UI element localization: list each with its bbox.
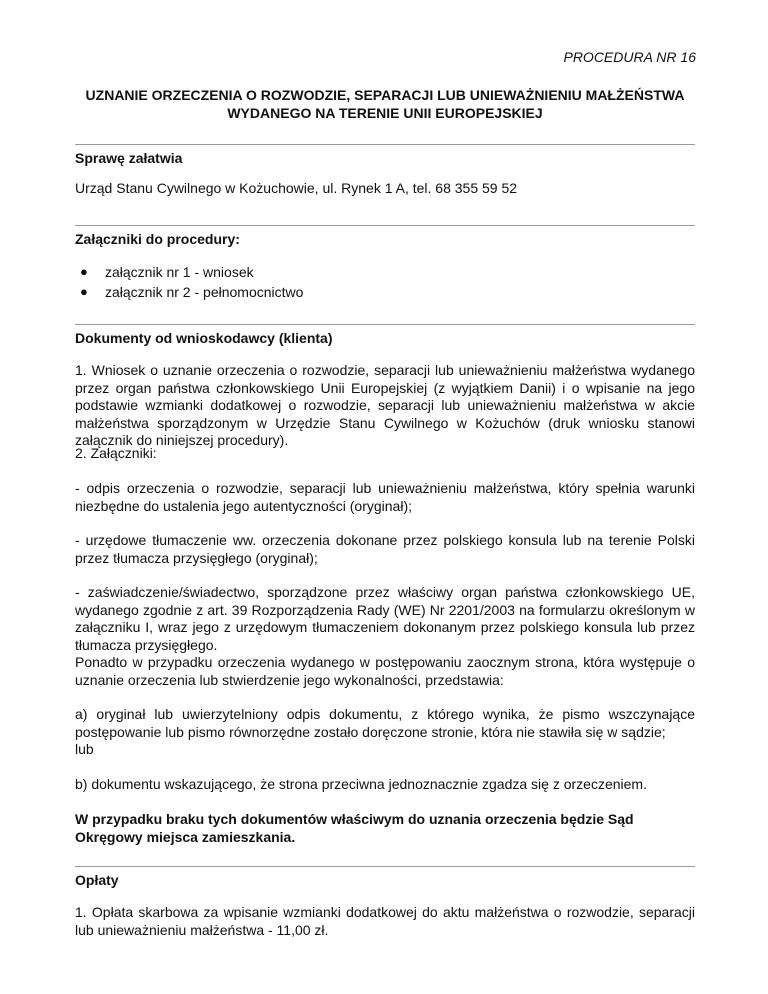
attachment-item-label: załącznik nr 1 - wniosek <box>105 264 254 280</box>
divider <box>75 866 695 867</box>
handled-by-heading: Sprawę załatwia <box>75 150 183 166</box>
fees-paragraph-1: 1. Opłata skarbowa za wpisanie wzmianki dodatkowej do aktu małżeństwa o rozwodzie, separacji lub unieważnieniu małżeństwa - 11,00 zł. <box>75 904 695 938</box>
title-line-2: WYDANEGO NA TERENIE UNII EUROPEJSKIEJ <box>227 105 543 121</box>
fees-heading: Opłaty <box>75 872 119 888</box>
documents-paragraph-6: Ponadto w przypadku orzeczenia wydanego w postępowaniu zaocznym strona, która występuje o uznanie orzeczenia lub stwierdzenie jego wykonalności, przedstawia: <box>75 654 695 688</box>
divider <box>75 144 695 145</box>
documents-paragraph-5: - zaświadczenie/świadectwo, sporządzone przez właściwy organ państwa członkowskiego UE, wydanego zgodnie z art. 39 Rozporządzenia Rady (WE) Nr 2201/2003 na formularzu określonym w załączniku I, wraz jego z urzędowym tłumaczeniem dokonanym przez polskiego konsula lub przez tłumacza przysięgłego. <box>75 584 695 653</box>
document-title <box>75 86 695 122</box>
documents-heading: Dokumenty od wnioskodawcy (klienta) <box>75 330 333 346</box>
divider <box>75 225 695 226</box>
divider <box>75 324 695 325</box>
attachments-heading: Załączniki do procedury: <box>75 231 240 247</box>
documents-paragraph-8: lub <box>75 741 94 757</box>
documents-paragraph-2: 2. Załączniki: <box>75 445 157 461</box>
documents-paragraph-3: - odpis orzeczenia o rozwodzie, separacji lub unieważnieniu małżeństwa, który spełnia warunki niezbędne do ustalenia jego autentyczności (oryginał); <box>75 480 695 514</box>
bullet-icon: ● <box>80 284 88 299</box>
documents-note: W przypadku braku tych dokumentów właściwym do uznania orzeczenia będzie Sąd Okręgowy miejsca zamieszkania. <box>75 811 634 845</box>
documents-paragraph-4: - urzędowe tłumaczenie ww. orzeczenia dokonane przez polskiego konsula lub na terenie Polski przez tłumacza przysięgłego (oryginał); <box>75 532 695 566</box>
bullet-icon: ● <box>80 264 88 279</box>
handled-by-text: Urząd Stanu Cywilnego w Kożuchowie, ul. Rynek 1 A, tel. 68 355 59 52 <box>75 180 518 196</box>
documents-paragraph-1: 1. Wniosek o uznanie orzeczenia o rozwodzie, separacji lub unieważnieniu małżeństwa wydanego przez organ państwa członkowskiego Unii Europejskiej (z wyjątkiem Danii) i o wpisanie na jego podstawie wzmianki dodatkowej o rozwodzie, separacji lub unieważnieniu małżeństwa w akcie małżeństwa sporządzonym w Urzędzie Stanu Cywilnego w Kożuchów (druk wniosku stanowi załącznik do niniejszej procedury). <box>75 362 695 448</box>
attachment-item-label: załącznik nr 2 - pełnomocnictwo <box>105 284 304 300</box>
title-line-1: UZNANIE ORZECZENIA O ROZWODZIE, SEPARACJI LUB UNIEWAŻNIENIU MAŁŻEŃSTWA <box>85 87 685 103</box>
procedure-number: PROCEDURA NR 16 <box>563 49 696 65</box>
documents-paragraph-7: a) oryginał lub uwierzytelniony odpis dokumentu, z którego wynika, że pismo wszczynające postępowanie lub pismo równorzędne zostało doręczone stronie, która nie stawiła się w sądzie; <box>75 706 695 740</box>
documents-paragraph-9: b) dokumentu wskazującego, że strona przeciwna jednoznacznie zgadza się z orzeczeniem. <box>75 776 647 792</box>
